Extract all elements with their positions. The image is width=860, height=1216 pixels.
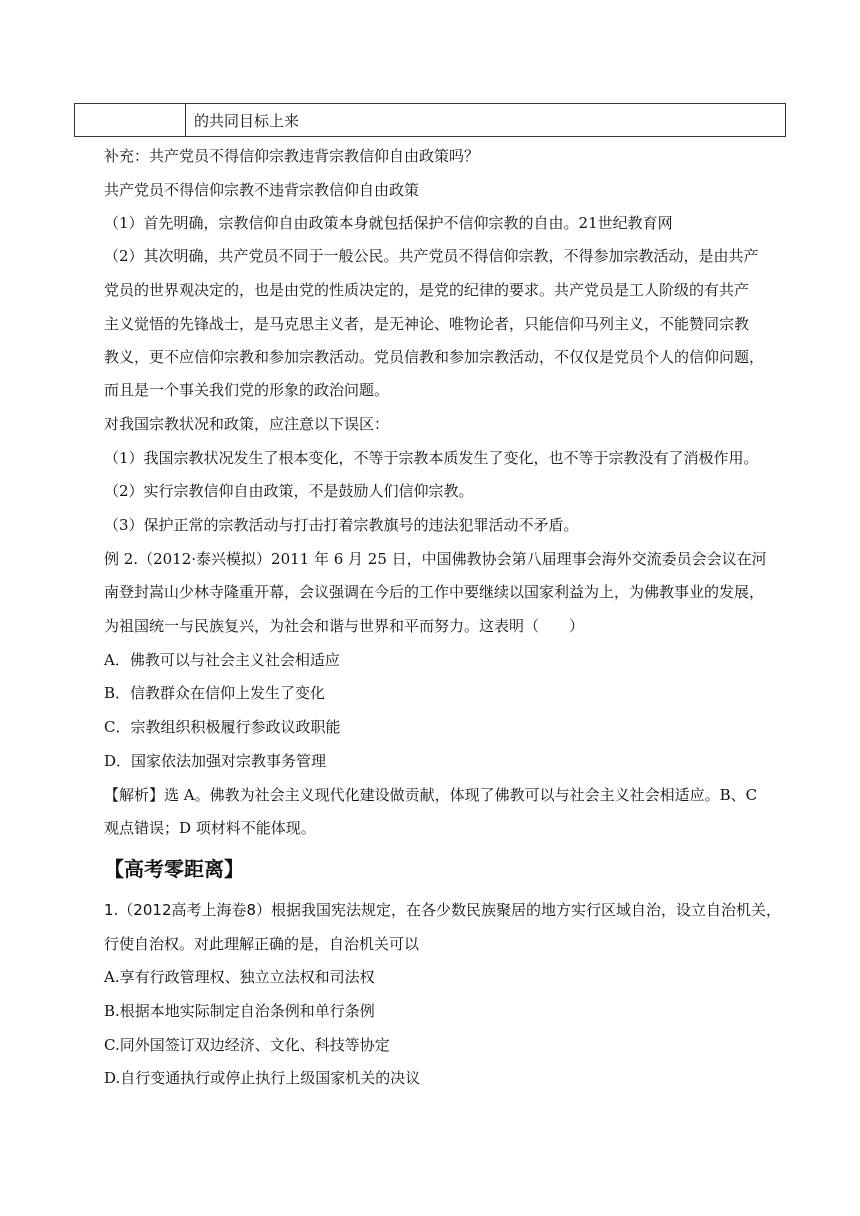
supplement-question: 补充：共产党员不得信仰宗教违背宗教信仰自由政策吗？: [104, 147, 480, 165]
example-stem: 例 2.（2012·泰兴模拟）2011 年 6 月 25 日，中国佛教协会第八届理事会海外交流委员会会议在河: [104, 550, 767, 568]
question-option-b: B.根据本地实际制定自治条例和单行条例: [104, 1002, 375, 1020]
paragraph-line: 党员的世界观决定的，也是由党的性质决定的，是党的纪律的要求。共产党员是工人阶级的有共产: [104, 281, 750, 299]
analysis-line: 【解析】选 A。佛教为社会主义现代化建设做贡献，体现了佛教可以与社会主义社会相适应。B、C: [104, 786, 758, 804]
example-stem-line: 南登封嵩山少林寺隆重开幕，会议强调在今后的工作中要继续以国家利益为上，为佛教事业的发展，: [104, 583, 765, 601]
table-row: [75, 104, 786, 137]
question-option-c: C.同外国签订双边经济、文化、科技等协定: [104, 1036, 390, 1054]
table-cell-left: [75, 104, 186, 137]
question-option-a: A.享有行政管理权、独立立法权和司法权: [104, 968, 375, 986]
misconception-3: （3）保护正常的宗教活动与打击打着宗教旗号的违法犯罪活动不矛盾。: [104, 516, 579, 534]
table-fragment: [74, 103, 786, 137]
supplement-point-2: （2）其次明确，共产党员不同于一般公民。共产党员不得信仰宗教，不得参加宗教活动，是由共产: [104, 247, 759, 265]
question-option-d: D.自行变通执行或停止执行上级国家机关的决议: [104, 1069, 421, 1087]
misconception-1: （1）我国宗教状况发生了根本变化，不等于宗教本质发生了变化，也不等于宗教没有了消极作用。: [104, 449, 759, 467]
example-option-d: D．国家依法加强对宗教事务管理: [104, 752, 327, 770]
paragraph-line: 教义，更不应信仰宗教和参加宗教活动。党员信教和参加宗教活动，不仅仅是党员个人的信仰问题，: [104, 348, 765, 366]
supplement-answer: 共产党员不得信仰宗教不违背宗教信仰自由政策: [104, 181, 420, 199]
question-source: 1.（2012高考上海卷8）: [104, 901, 272, 919]
paragraph-line: 而且是一个事关我们党的形象的政治问题。: [104, 381, 390, 399]
example-option-c: C．宗教组织积极履行参政议政职能: [104, 718, 341, 736]
example-stem-line: 为祖国统一与民族复兴，为社会和谐与世界和平而努力。这表明（ ）: [104, 617, 585, 635]
analysis-line: 观点错误；D 项材料不能体现。: [104, 819, 316, 837]
example-option-a: A．佛教可以与社会主义社会相适应: [104, 651, 340, 669]
table-cell-right: 的共同目标上来: [186, 104, 786, 137]
question-stem-line-1: [104, 900, 781, 920]
supplement-point-1: （1）首先明确，宗教信仰自由政策本身就包括保护不信仰宗教的自由。21世纪教育网: [104, 214, 673, 232]
question-stem-text: 根据我国宪法规定，在各少数民族聚居的地方实行区域自治，设立自治机关，: [271, 901, 782, 919]
paragraph-line: 主义觉悟的先锋战士，是马克思主义者，是无神论、唯物论者，只能信仰马列主义，不能赞同宗教: [104, 315, 750, 333]
example-option-b: B．信教群众在信仰上发生了变化: [104, 684, 326, 702]
misconception-intro: 对我国宗教状况和政策，应注意以下误区：: [104, 415, 390, 433]
question-stem-line-2: 行使自治权。对此理解正确的是，自治机关可以: [104, 935, 420, 953]
misconception-2: （2）实行宗教信仰自由政策，不是鼓励人们信仰宗教。: [104, 482, 474, 500]
section-heading: 【高考零距离】: [104, 857, 244, 881]
